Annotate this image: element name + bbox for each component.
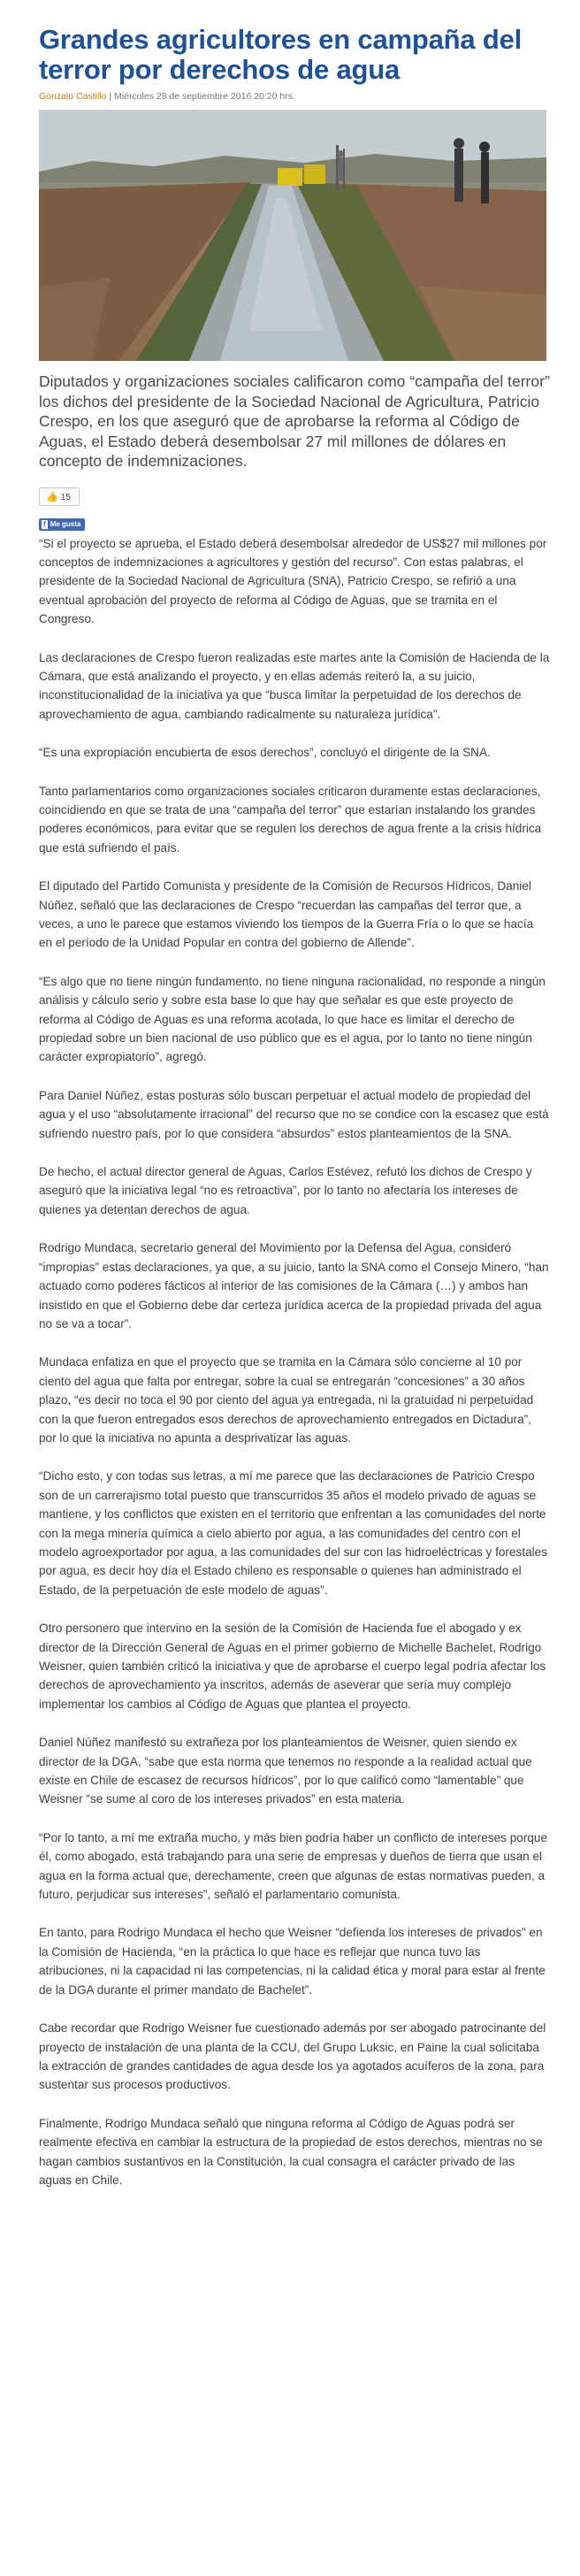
article-lead: Diputados y organizaciones sociales calificaron como “campaña del terror” los dichos del presidente de la Sociedad Nacional de Agricultura, Patricio Crespo, en los que aseguró que de aprobarse la reforma al Código de Aguas, el Estado deberá desembolsar 27 mil millones de dólares en concepto de indemnizaciones. <box>39 372 550 470</box>
thumbs-up-icon: 👍 <box>46 491 58 502</box>
paragraph: “Dicho esto, y con todas sus letras, a mí me parece que las declaraciones de Patricio Crespo son de un carrerajismo total puesto que transcurridos 35 años el modelo privado de aguas se mantiene, y los conflictos que existen en el territorio que enfrentan a las comunidades del norte con la mega minería química a cielo abierto por agua, a las comunidades del centro con el modelo agroexportador por agua, a las comunidades del sur con las hidroeléctricas y forestales por agua, es decir hoy día el Estado chileno es responsable o quienes han administrado el Estado, de la perpetuación de este modelo de aguas”. <box>39 1469 548 1597</box>
article-date: Miércoles 28 de septiembre 2016 20:20 hrs. <box>114 91 295 102</box>
paragraph: Finalmente, Rodrigo Mundaca señaló que ninguna reforma al Código de Aguas podrá ser realmente efectiva en cambiar la estructura de la propiedad de estos derechos, mientras no se hagan cambios sustantivos en la Constitución, la cual consagra el carácter privado de las aguas en Chile. <box>39 2116 543 2187</box>
paragraph: Cabe recordar que Rodrigo Weisner fue cuestionado además por ser abogado patrocinante del proyecto de instalación de una planta de la CCU, del Grupo Luksic, en Paine la cual solicitaba la extracción de grandes cantidades de agua desde los ya agotados acuíferos de la zona, para sustentar sus procesos productivos. <box>39 2021 546 2092</box>
paragraph: De hecho, el actual director general de Aguas, Carlos Estévez, refutó los dichos de Crespo y aseguró que la iniciativa legal “no es retroactiva”, por lo tanto no afectaría los intereses de quienes ya detentan derechos de agua. <box>39 1165 532 1216</box>
irrigation-canal-illustration <box>39 110 546 361</box>
article-title: Grandes agricultores en campaña del terror por derechos de agua <box>39 24 523 85</box>
paragraph: Tanto parlamentarios como organizaciones sociales criticaron duramente estas declaraciones, coincidiendo en que se trata de una “campaña del terror” que estarían instalando los grandes poderes económicos, para evitar que se regulen los derechos de agua frente a la crisis hídrica que está sufriendo el país. <box>39 784 542 855</box>
paragraph: Rodrigo Mundaca, secretario general del Movimiento por la Defensa del Agua, consideró “impropias” estas declaraciones, ya que, a su juicio, tanto la SNA como el Consejo Minero, “han actuado como poderes fácticos al interior de las comisiones de la Cámara (…) y ambos han insistido en que el Gobierno debe dar certeza jurídica acerca de la propiedad privada del agua no se va a tocar”. <box>39 1241 549 1330</box>
paragraph: “Por lo tanto, a mí me extraña mucho, y más bien podría haber un conflicto de intereses porque él, como abogado, está trabajando para una serie de empresas y dueños de tierra que usan el agua en la forma actual que, derechamente, creen que algunas de estas normativas pueden, a futuro, perjudicar sus intereses”, señaló el parlamentario comunista. <box>39 1830 548 1902</box>
paragraph: Otro personero que intervino en la sesión de la Comisión de Hacienda fue el abogado y ex director de la Dirección General de Aguas en el primer gobierno de Michelle Bachelet, Rodrigo Weisner, quien también criticó la iniciativa y que de aprobarse el cuerpo legal podría afectar los derechos de aprovechamiento ya inscritos, además de aseverar que sería muy complejo implementar los cambios al Código de Aguas que plantea el proyecto. <box>39 1622 546 1711</box>
article-meta <box>39 90 550 103</box>
facebook-row <box>39 515 550 531</box>
meta-separator: | <box>109 91 115 102</box>
author-link[interactable]: Gonzalo Castillo <box>39 91 107 102</box>
paragraph: Daniel Núñez manifestó su extrañeza por los planteamientos de Weisner, quien siendo ex director de la DGA, “sabe que esta norma que tenemos no responde a la realidad actual que existe en Chile de escasez de recursos hídricos”, por lo que calificó como “lamentable” que Weisner “se sume al coro de los intereses privados” en esta materia. <box>39 1736 532 1806</box>
like-count: 15 <box>60 492 71 502</box>
paragraph: Las declaraciones de Crespo fueron realizadas este martes ante la Comisión de Hacienda de la Cámara, que está analizando el proyecto, y en ellas además reiteró la, a su juicio, inconstitucionalidad de la iniciativa ya que “busca limitar la perpetuidad de los derechos de aprovechamiento de agua, cambiando radicalmente su naturaleza jurídica”. <box>39 650 550 721</box>
paragraph: “Si el proyecto se aprueba, el Estado deberá desembolsar alrededor de US$27 mil millones por conceptos de indemnizaciones a agricultores y gestión del recurso”. Con estas palabras, el presidente de la Sociedad Nacional de Agricultura (SNA), Patricio Crespo, se refirió a una eventual aprobación del proyecto de reforma al Código de Aguas, que se tramita en el Congreso. <box>39 536 547 626</box>
like-counter[interactable] <box>39 487 80 506</box>
article-photo <box>39 110 546 361</box>
article-body <box>39 534 550 2190</box>
paragraph: Mundaca enfatiza en que el proyecto que se tramita en la Cámara sólo concierne al 10 por ciento del agua que falta por entregar, sobre la cual se entregarán “concesiones” a 30 años plazo, “es decir no toca el 90 por ciento del agua ya entregada, ni la gratuidad ni perpetuidad con la que fueron entregados esos derechos de aprovechamiento entregados en Dictadura”, por lo que la iniciativa no apunta a desprivatizar las aguas. <box>39 1355 534 1445</box>
facebook-like-button[interactable] <box>39 518 85 531</box>
paragraph: En tanto, para Rodrigo Mundaca el hecho que Weisner “defienda los intereses de privados” en la Comisión de Hacienda, “en la práctica lo que hace es reflejar que nunca tuvo las atribuciones, ni la capacidad ni las competencias, ni la calidad ética y moral para estar al frente de la DGA durante el primer mandato de Bachelet”. <box>39 1926 546 1997</box>
facebook-icon: f <box>43 519 46 528</box>
facebook-like-label: Me gusta <box>50 519 81 528</box>
paragraph: “Es algo que no tiene ningún fundamento, no tiene ninguna racionalidad, no responde a ningún análisis y cálculo serio y sobre esta base lo que hay que señalar es que este proyecto de reforma al Código de Aguas es una reforma acotada, lo que hace es limitar el derecho de propiedad sobre un bien nacional de uso público que es el agua, por lo tanto no tiene ningún carácter expropiatorio”, agregó. <box>39 974 546 1064</box>
paragraph: “Es una expropiación encubierta de esos derechos”, concluyó el dirigente de la SNA. <box>39 746 491 760</box>
paragraph: El diputado del Partido Comunista y presidente de la Comisión de Recursos Hídricos, Daniel Núñez, señaló que las declaraciones de Crespo “recuerdan las campañas del terror que, a veces, a uno le parece que estamos viviendo los tiempos de la Guerra Fría o lo que se hacía en el período de la Unidad Popular en contra del gobierno de Allende”. <box>39 879 534 950</box>
paragraph: Para Daniel Núñez, estas posturas sólo buscan perpetuar el actual modelo de propiedad del agua y el uso “absolutamente irracional” del recurso que no se condice con la escasez que está sufriendo nuestro país, por lo que considera “absurdos” estos planteamientos de la SNA. <box>39 1088 549 1140</box>
